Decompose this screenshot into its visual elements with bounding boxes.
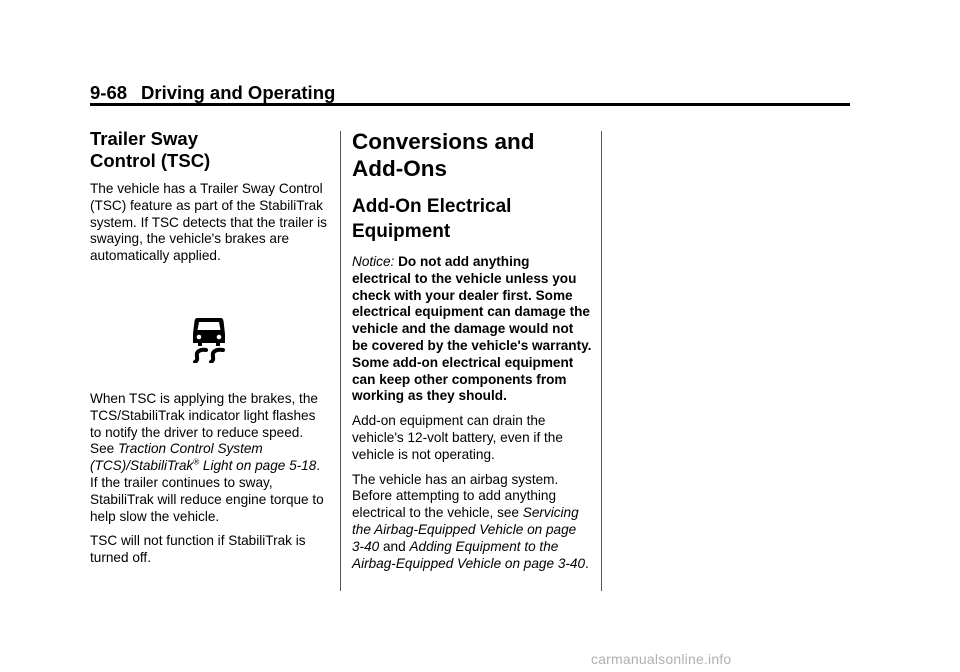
conversions-heading: Conversions and Add-Ons (352, 129, 535, 181)
traction-control-skid-icon (90, 273, 328, 391)
column-divider-right (601, 131, 602, 591)
notice-paragraph (352, 254, 592, 405)
watermark-text: carmanualsonline.info (591, 651, 732, 667)
column-left (90, 128, 328, 575)
servicing-airbag-link[interactable]: Servicing the Airbag-Equipped Vehicle on page 3-40 (352, 505, 579, 554)
page-header (90, 82, 335, 104)
tcs-light-link[interactable]: Traction Control System (TCS)/StabiliTrak® Light on page 5-18 (90, 441, 317, 474)
column-middle (352, 128, 592, 580)
battery-drain-paragraph: Add-on equipment can drain the vehicle's 12-volt battery, even if the vehicle is not operating. (352, 413, 563, 462)
tsc-intro-paragraph: The vehicle has a Trailer Sway Control (TSC) feature as part of the StabiliTrak system. If TSC detects that the trailer is swaying, the vehicle's brakes are automatically applied. (90, 181, 327, 264)
chapter-title: Driving and Operating (141, 82, 336, 103)
adding-equipment-link[interactable]: Adding Equipment to the Airbag-Equipped Vehicle on page 3-40 (352, 538, 586, 571)
airbag-paragraph: The vehicle has an airbag system. Before attempting to add anything electrical to the vehicle, see Servicing the Airbag-Equipped Vehicle on page 3-40 and Adding Equipment to the Airbag-Equipped Vehicle on page 3-40. (352, 471, 589, 571)
notice-label: Notice: (352, 254, 395, 269)
tsc-braking-paragraph: When TSC is applying the brakes, the TCS/StabiliTrak indicator light flashes to notify the driver to reduce speed. See Traction Control System (TCS)/StabiliTrak® Light on page 5-18. If the trailer continues to sway, StabiliTrak will reduce engine torque to help slow the vehicle. (90, 390, 324, 524)
car-skid-icon (192, 315, 226, 363)
notice-text: Do not add anything electrical to the vehicle unless you check with your dealer first. Some electrical equipment can damage the vehicle and the damage would not be covered by the vehicle's warranty. Some add-on electrical equipment can keep other components from working as they should. (352, 254, 592, 404)
page-number: 9-68 (90, 82, 128, 103)
trailer-sway-heading: Trailer Sway Control (TSC) (90, 128, 211, 171)
tsc-off-paragraph: TSC will not function if StabiliTrak is turned off. (90, 533, 306, 566)
header-rule (90, 103, 850, 106)
add-on-electrical-heading: Add-On Electrical Equipment (352, 196, 512, 242)
column-divider-left (340, 131, 341, 591)
